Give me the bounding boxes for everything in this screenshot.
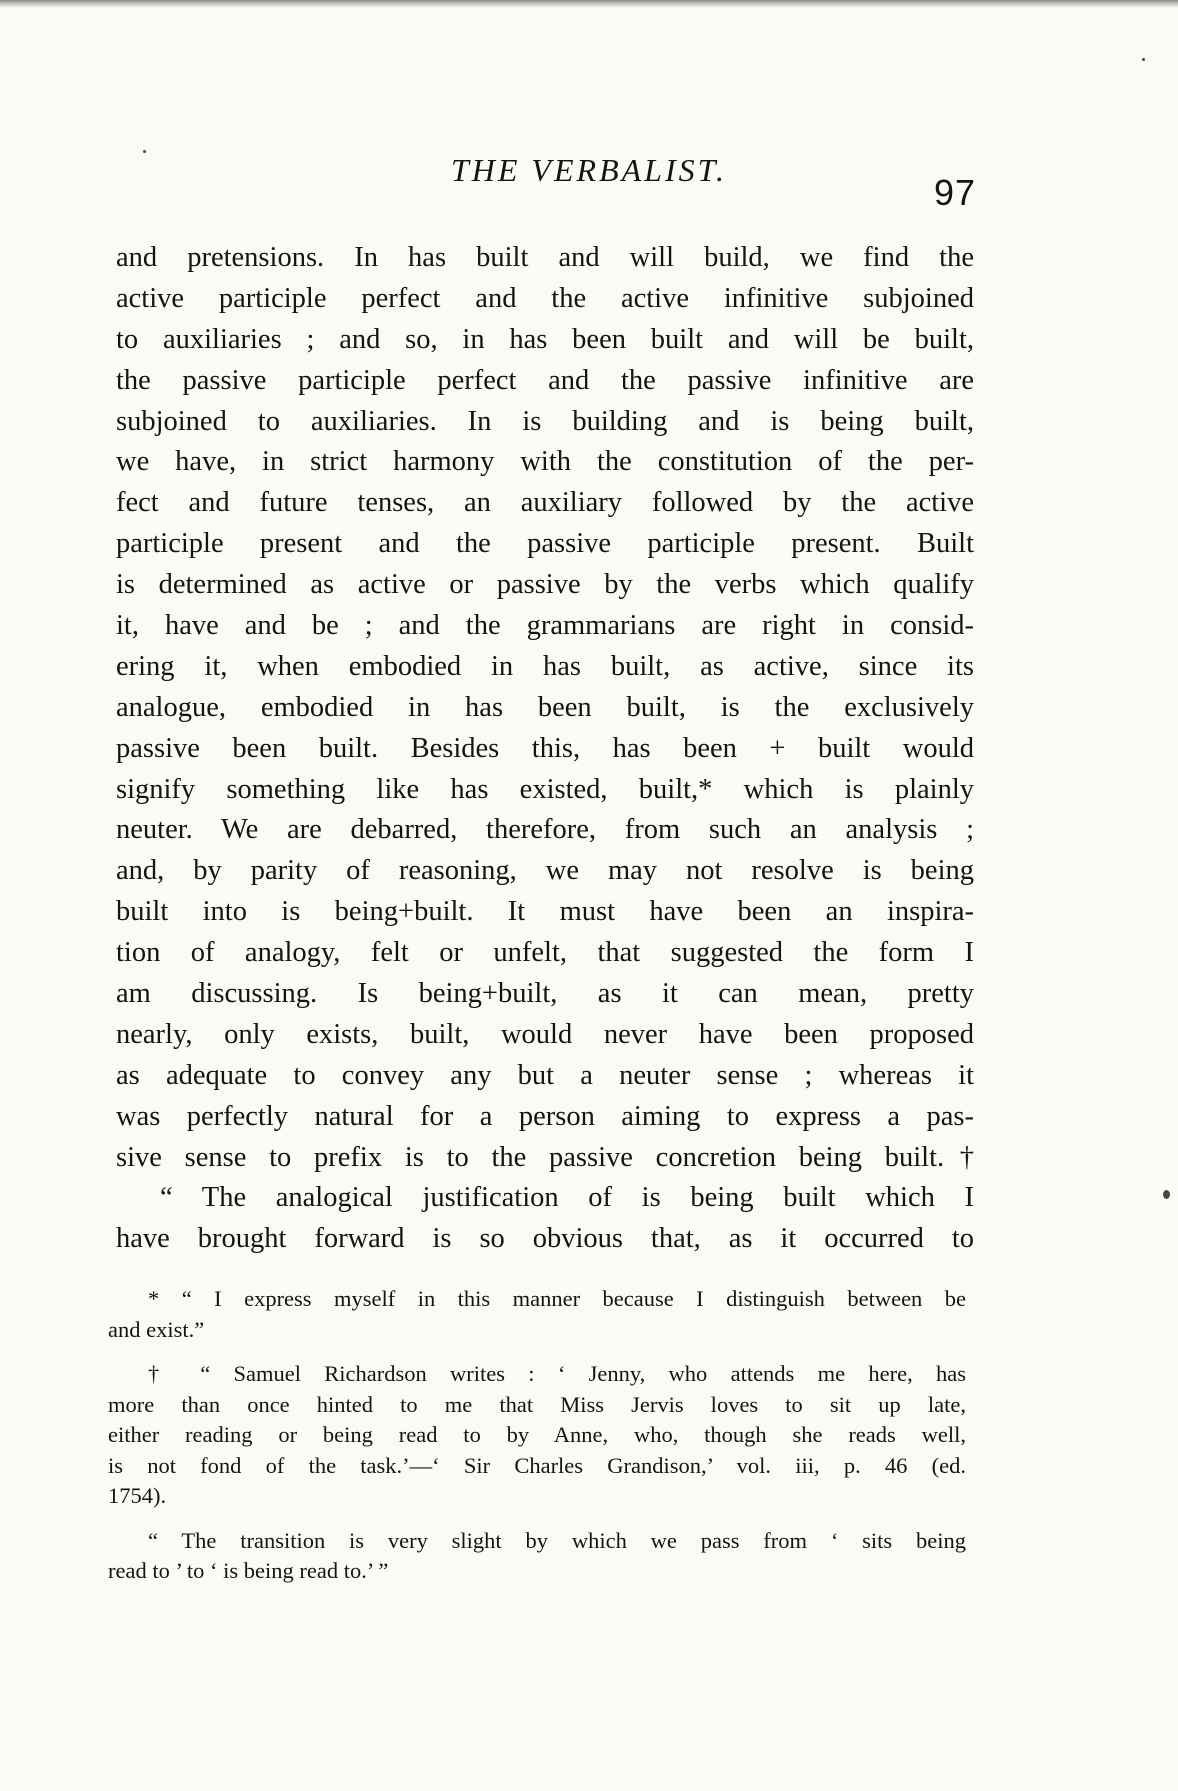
text-line: as adequate to convey any but a neuter sense ; whereas it: [116, 1059, 974, 1091]
text-line: am discussing. Is being+built, as it can mean, pretty: [116, 978, 974, 1010]
text-line: have brought forward is so obvious that, as it occurred to: [116, 1223, 974, 1255]
footnote-continuation-line: read to ’ to ‘ is being read to.’ ”: [108, 1558, 389, 1583]
text-line: active participle perfect and the active infinitive subjoined: [116, 282, 974, 314]
text-line: and pretensions. In has built and will build, we find the: [116, 242, 974, 273]
text-line: is determined as active or passive by the verbs which qualify: [116, 569, 974, 601]
footnote-star-line: * “ I express myself in this manner because I distinguish between be: [148, 1286, 966, 1311]
text-line: fect and future tenses, an auxiliary followed by the active: [116, 487, 974, 519]
running-title: THE VERBALIST.: [450, 152, 728, 188]
scan-speck: [1163, 1190, 1170, 1199]
text-line: the passive participle perfect and the passive infinitive are: [116, 364, 974, 396]
scan-speck: [143, 150, 146, 153]
text-line: nearly, only exists, built, would never have been proposed: [116, 1018, 974, 1050]
footnotes: [108, 1284, 966, 1587]
page-number: 97: [934, 172, 977, 213]
text-line: passive been built. Besides this, has been + built would: [116, 732, 974, 764]
text-line: signify something like has existed, built,* which is plainly: [116, 773, 974, 805]
page-top-edge: [0, 0, 1178, 8]
text-line: to auxiliaries ; and so, in has been built and will be built,: [116, 323, 974, 355]
text-line: sive sense to prefix is to the passive concretion being built.†: [116, 1141, 974, 1173]
text-line: “ The analogical justification of is being built which I: [160, 1182, 974, 1214]
text-line: we have, in strict harmony with the constitution of the per-: [116, 446, 974, 478]
text-line: built into is being+built. It must have been an inspira-: [116, 896, 974, 928]
text-line: participle present and the passive participle present. Built: [116, 528, 974, 560]
text-line: and, by parity of reasoning, we may not resolve is being: [116, 855, 974, 887]
text-line: subjoined to auxiliaries. In is building and is being built,: [116, 405, 974, 437]
footnote-star-line: and exist.”: [108, 1316, 205, 1342]
scan-speck: [1142, 58, 1145, 61]
footnote-dagger-line: either reading or being read to by Anne, who, though she reads well,: [108, 1422, 966, 1447]
footnote-continuation-line: “ The transition is very slight by which we pass from ‘ sits being: [148, 1527, 966, 1553]
text-line: neuter. We are debarred, therefore, from such an analysis ;: [116, 814, 974, 846]
text-line: analogue, embodied in has been built, is the exclusively: [116, 691, 974, 723]
body-text: [116, 238, 974, 1260]
footnote-dagger-line: more than once hinted to me that Miss Jervis loves to sit up late,: [108, 1391, 966, 1417]
footnote-dagger-line: 1754).: [108, 1483, 167, 1508]
text-line: ering it, when embodied in has built, as active, since its: [116, 650, 974, 682]
text-line: it, have and be ; and the grammarians are right in consid-: [116, 610, 974, 642]
text-line: tion of analogy, felt or unfelt, that suggested the form I: [116, 937, 974, 969]
footnote-dagger-line: † “ Samuel Richardson writes : ‘ Jenny, who attends me here, has: [148, 1361, 966, 1386]
text-line: was perfectly natural for a person aiming to express a pas-: [116, 1100, 974, 1132]
footnote-dagger-line: is not fond of the task.’—‘ Sir Charles Grandison,’ vol. iii, p. 46 (ed.: [108, 1452, 966, 1478]
